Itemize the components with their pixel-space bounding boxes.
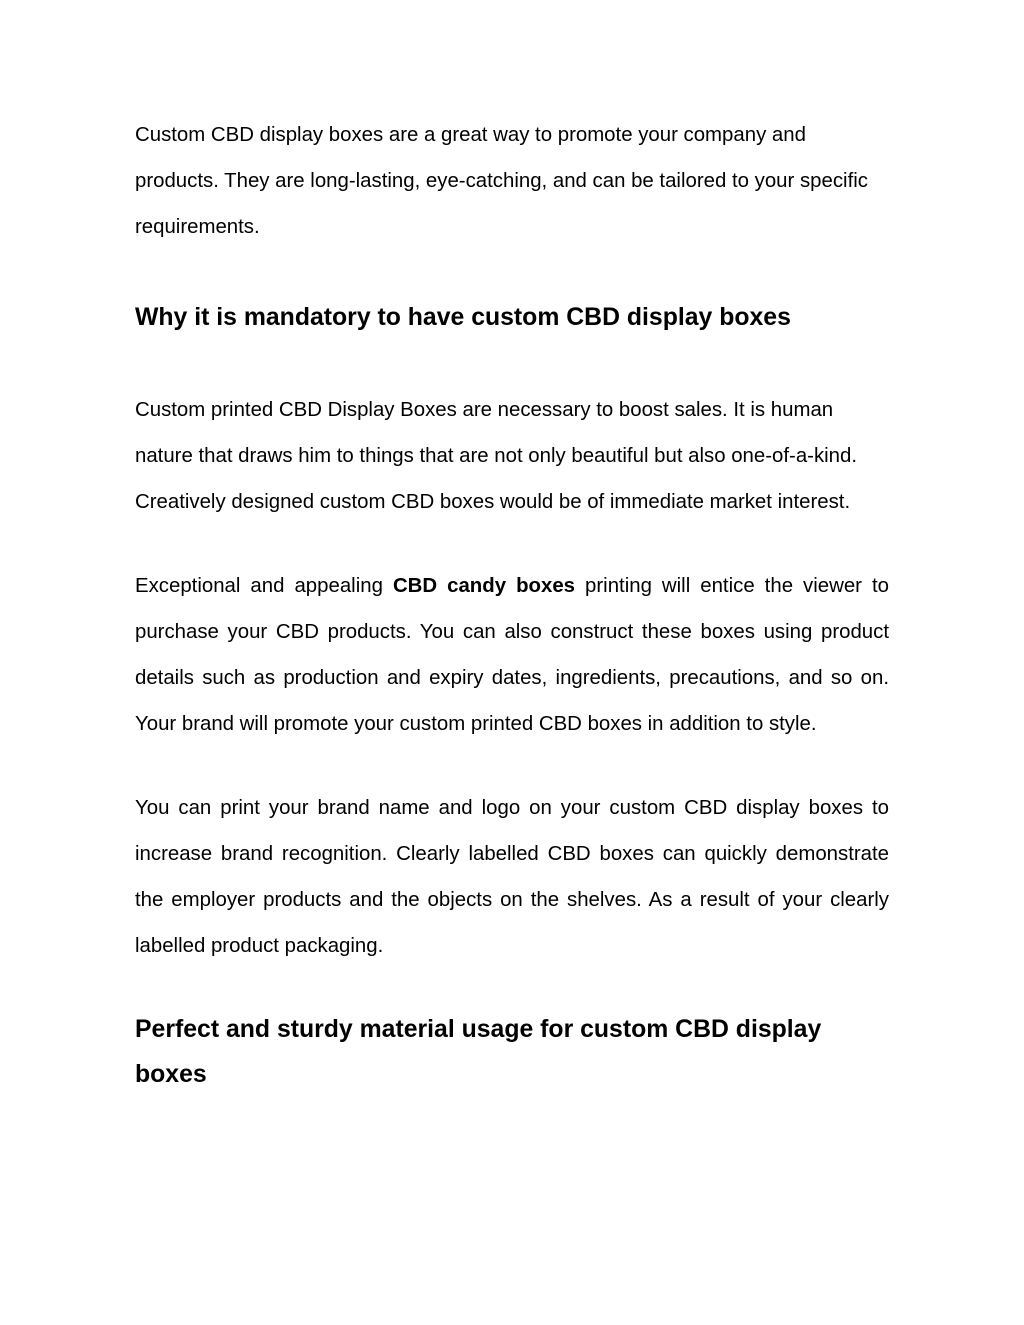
cbd-candy-boxes-keyword: CBD candy boxes xyxy=(392,575,576,597)
section-heading-mandatory: Why it is mandatory to have custom CBD display boxes xyxy=(135,304,791,331)
candy-boxes-paragraph-end: printing will entice the viewer to purchase your CBD products. You can also construct these boxes using product details such as production and expiry dates, ingredients, precautions, and so on. Your brand will promote your custom printed CBD boxes in addition to style. xyxy=(135,575,889,735)
section-heading-material: Perfect and sturdy material usage for custom CBD display boxes xyxy=(135,1016,822,1088)
candy-boxes-paragraph-start: Exceptional and appealing xyxy=(135,575,393,597)
document-page xyxy=(135,112,889,1097)
intro-paragraph: Custom CBD display boxes are a great way to promote your company and products. They are long-lasting, eye-catching, and can be tailored to your specific requirements. xyxy=(135,124,868,238)
brand-recognition-paragraph: You can print your brand name and logo on your custom CBD display boxes to increase brand recognition. Clearly labelled CBD boxes can quickly demonstrate the employer products and the objects on the shelves. As a result of your clearly labelled product packaging. xyxy=(135,797,889,957)
candy-boxes-paragraph xyxy=(135,563,889,747)
sales-paragraph: Custom printed CBD Display Boxes are necessary to boost sales. It is human nature that draws him to things that are not only beautiful but also one-of-a-kind. Creatively designed custom CBD boxes would be of immediate market interest. xyxy=(135,399,858,513)
